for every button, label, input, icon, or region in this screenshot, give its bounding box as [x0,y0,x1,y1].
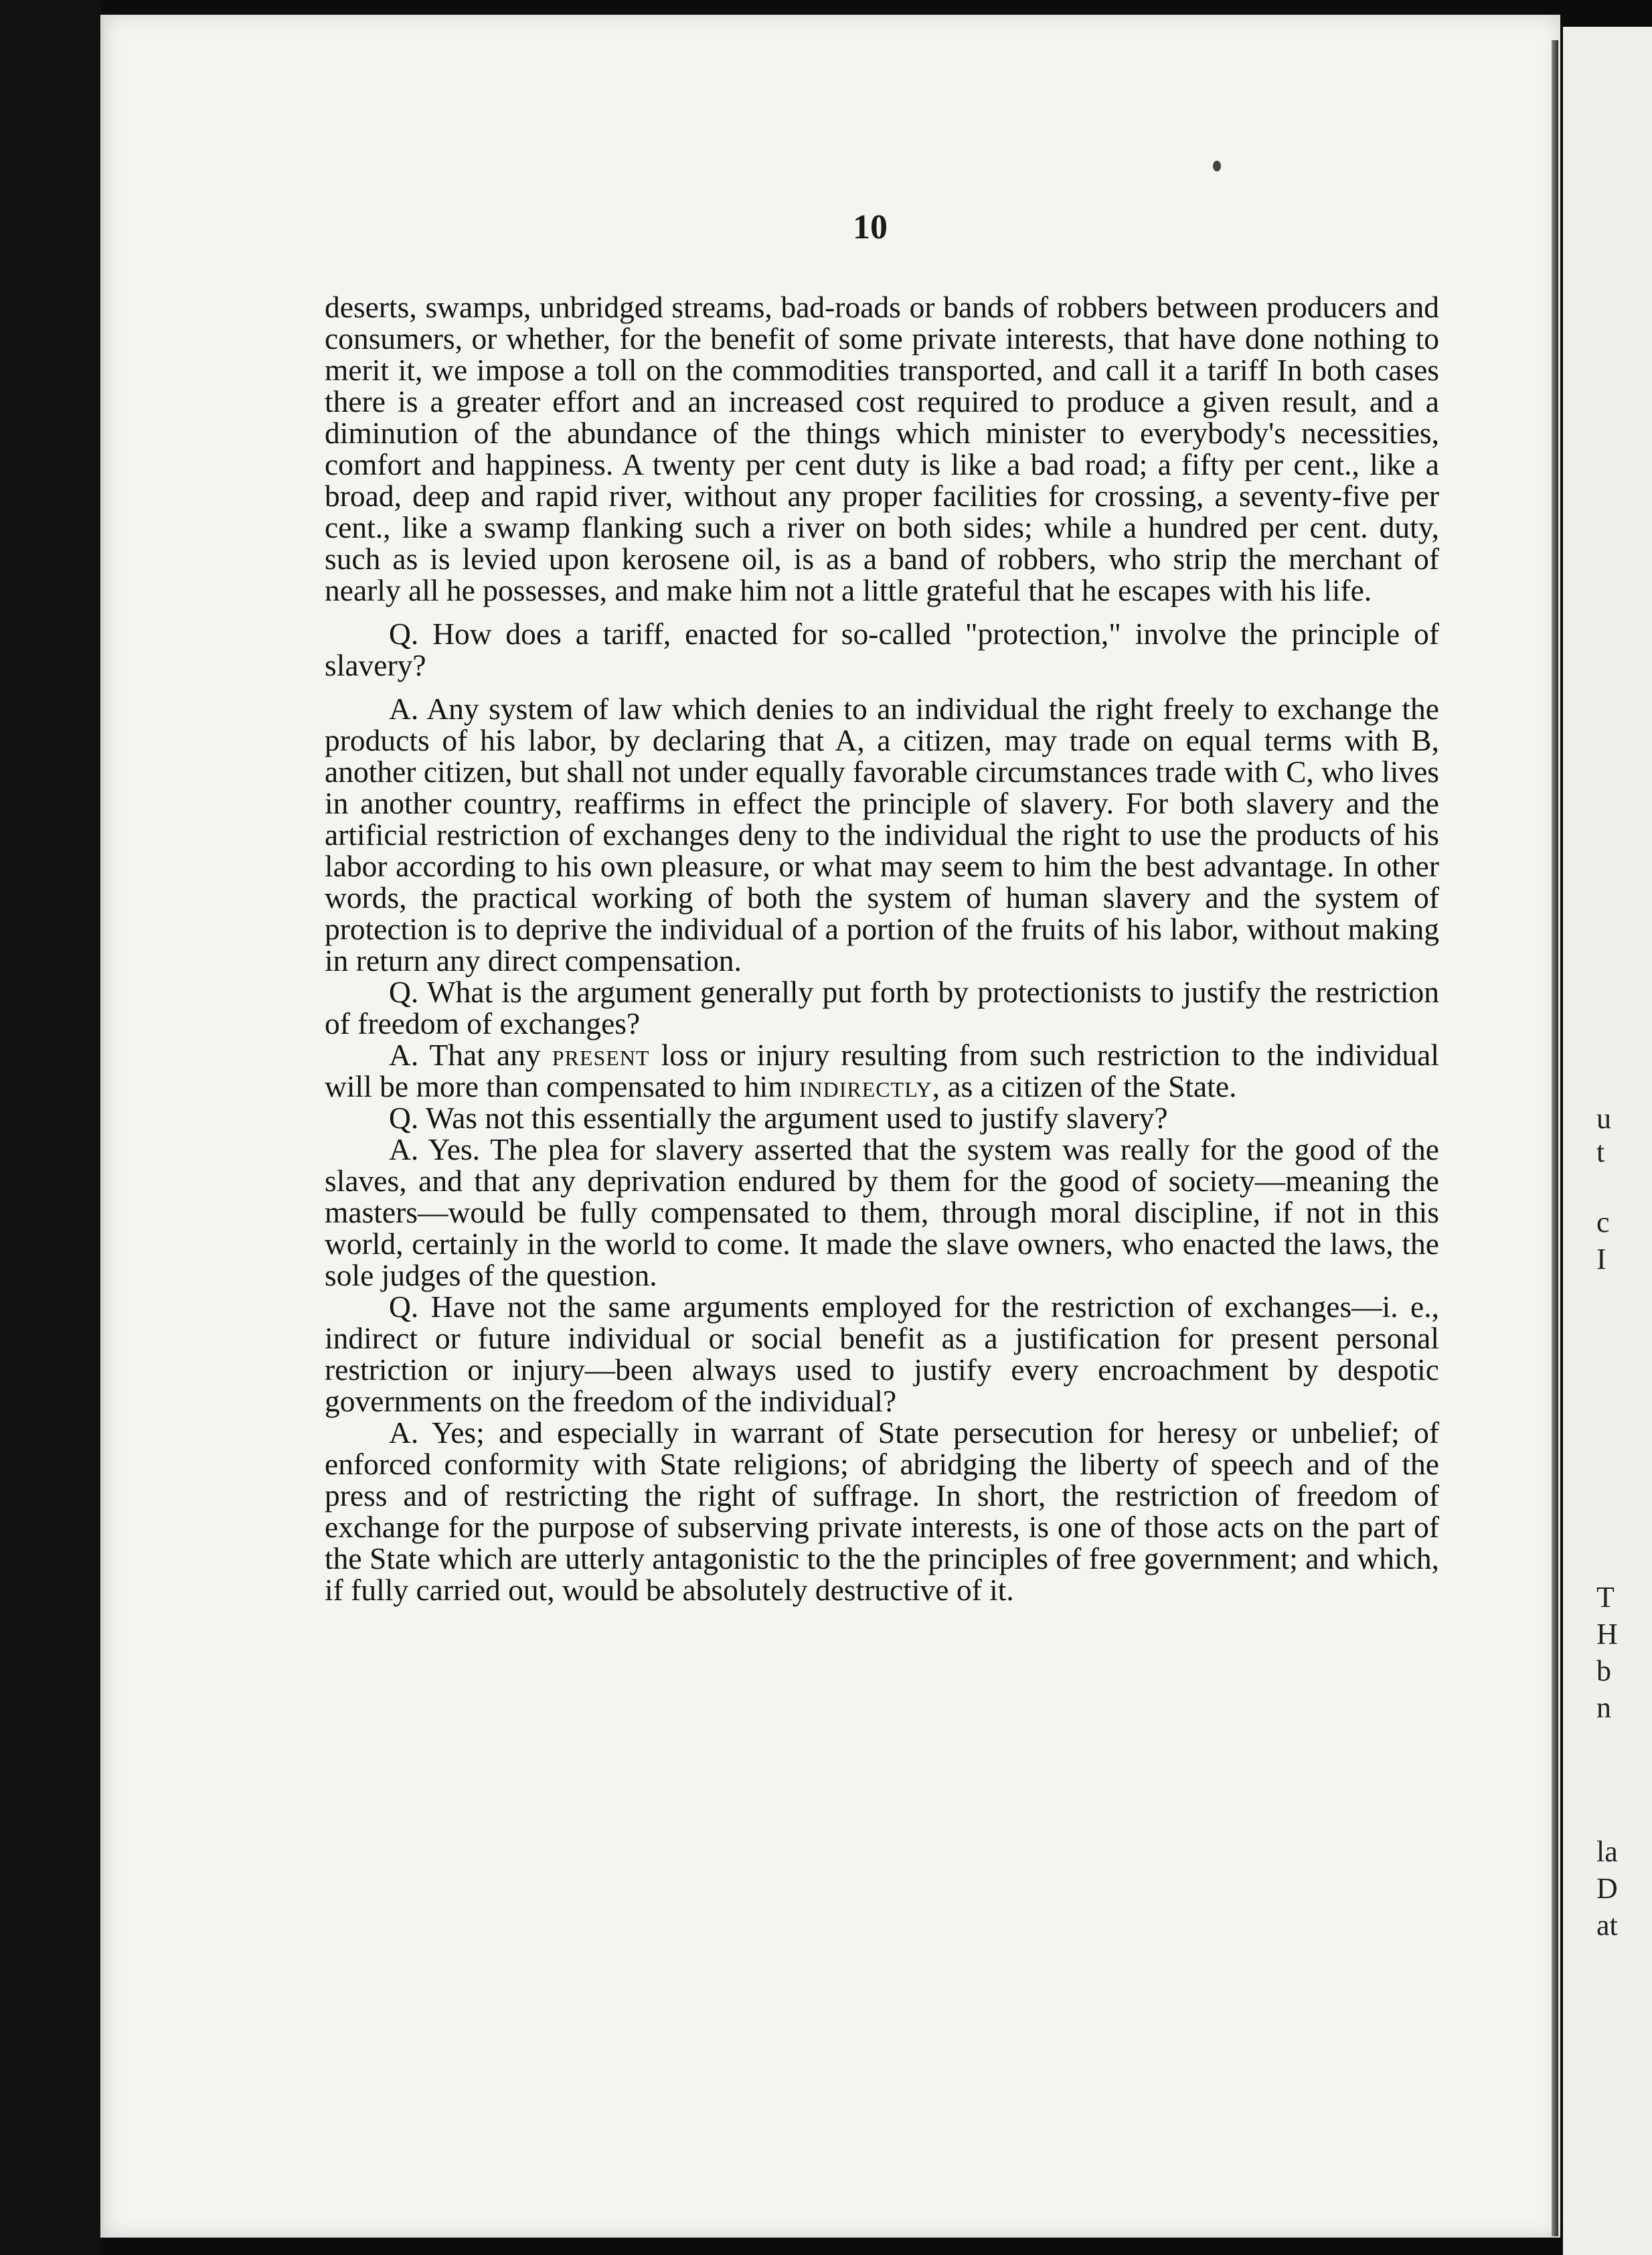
answer-text: , as a citizen of the State. [932,1069,1237,1103]
adjacent-page-fragment: c [1596,1206,1610,1239]
adjacent-page-fragment: T [1596,1581,1615,1614]
adjacent-page-fragment: H [1596,1618,1618,1650]
small-caps-term: indirectly [799,1069,932,1103]
scan-border-left [0,0,100,2255]
adjacent-page-fragment: u [1596,1102,1611,1135]
answer-text: loss or injury resulting from such restriction to the individual will be more than compensated to him [325,1038,1439,1103]
page-gutter-edge [1552,40,1558,2236]
body-text [325,291,1439,1606]
adjacent-page-fragment: at [1596,1909,1618,1942]
adjacent-page-edge [1563,27,1652,2255]
question-paragraph: Q. What is the argument generally put forth by protectionists to justify the restriction of freedom of exchanges? [325,975,1439,1040]
answer-paragraph: A. Yes. The plea for slavery asserted that the system was really for the good of the slaves, and that any deprivation endured by them for the good of society—meaning the masters—would be fully compensated to them, through moral discipline, if not in this world, certainly in the world to come. It made the slave owners, who enacted the laws, the sole judges of the question. [325,1132,1439,1292]
scan-speck [1213,161,1221,171]
adjacent-page-fragment: b [1596,1654,1611,1687]
question-paragraph: Q. Have not the same arguments employed for the restriction of exchanges—i. e., indirect or future individual or social benefit as a justification for present personal restriction or injury—been always used to justify every encroachment by despotic governments on the freedom of the individual? [325,1290,1439,1418]
answer-paragraph [325,1039,1439,1102]
answer-paragraph: A. Any system of law which denies to an individual the right freely to exchange the products of his labor, by declaring that A, a citizen, may trade on equal terms with B, another citizen, but shall not under equally favorable circumstances trade with C, who lives in another country, reaffirms in effect the principle of slavery. For both slavery and the artificial restriction of exchanges deny to the individual the right to use the products of his labor according to his own pleasure, or what may seem to him the best advantage. In other words, the practical working of both the system of human slavery and the system of protection is to deprive the individual of a portion of the fruits of his labor, without making in return any direct compensation. [325,692,1439,978]
paragraph-continuation: deserts, swamps, unbridged streams, bad-roads or bands of robbers between producers and consumers, or whether, for the benefit of some private interests, that have done nothing to merit it, we impose a toll on the commodities transported, and call it a tariff In both cases there is a greater effort and an increased cost required to produce a given result, and a diminution of the abundance of the things which minister to everybody's necessities, comfort and happiness. A twenty per cent duty is like a bad road; a fifty per cent., like a broad, deep and rapid river, without any proper facilities for crossing, a seventy-five per cent., like a swamp flanking such a river on both sides; while a hundred per cent. duty, such as is levied upon kerosene oil, is as a band of robbers, who strip the merchant of nearly all he possesses, and make him not a little grateful that he escapes with his life. [325,290,1439,607]
small-caps-term: present [552,1038,650,1072]
answer-paragraph: A. Yes; and especially in warrant of State persecution for heresy or unbelief; of enforced conformity with State religions; of abridging the liberty of speech and of the press and of restricting the right of suffrage. In short, the restriction of freedom of exchange for the purpose of subserving private interests, is one of those acts on the part of the State which are utterly antagonistic to the the principles of free government; and which, if fully carried out, would be absolutely destructive of it. [325,1415,1439,1607]
adjacent-page-fragment: t [1596,1136,1605,1168]
adjacent-page-fragment: n [1596,1691,1611,1724]
page-number: 10 [853,208,888,246]
question-paragraph: Q. How does a tariff, enacted for so-called "protection," involve the principle of slavery? [325,617,1439,682]
question-paragraph: Q. Was not this essentially the argument used to justify slavery? [389,1101,1168,1135]
adjacent-page-fragment: D [1596,1872,1618,1905]
answer-text: A. That any [389,1038,552,1072]
adjacent-page-fragment: la [1596,1835,1618,1868]
adjacent-page-fragment: I [1596,1243,1606,1275]
